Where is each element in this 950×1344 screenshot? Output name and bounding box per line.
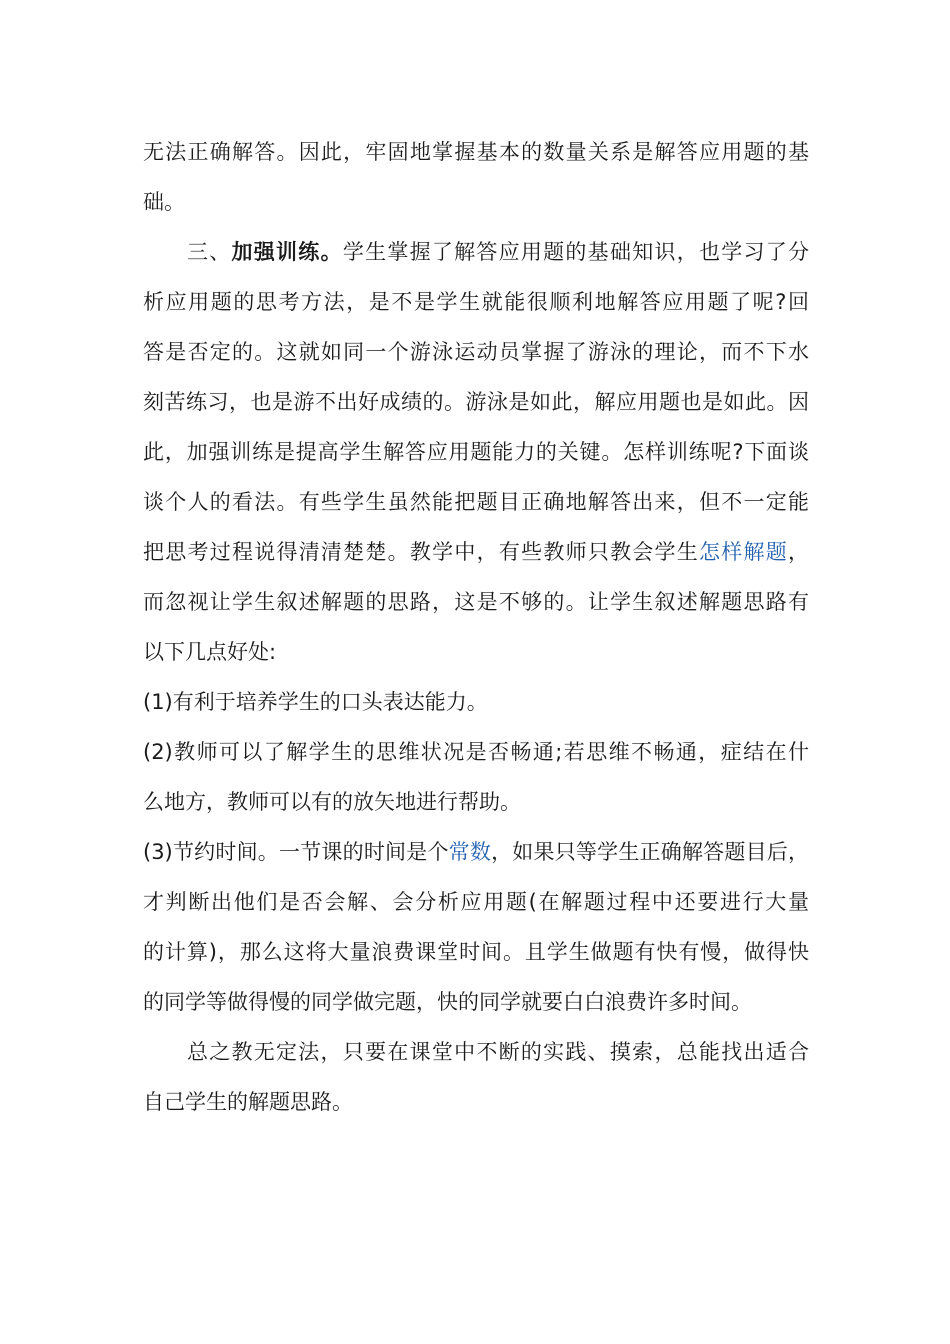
paragraph-line: 刻苦练习，也是游不出好成绩的。游泳是如此，解应用题也是如此。因 bbox=[143, 390, 809, 414]
paragraph-line: 无法正确解答。因此，牢固地掌握基本的数量关系是解答应用题的基 bbox=[143, 140, 809, 164]
paragraph-text: 把思考过程说得清清楚楚。教学中，有些教师只教会学生 bbox=[143, 540, 700, 564]
document-body bbox=[143, 127, 809, 1127]
list-item-2-cont: 么地方，教师可以有的放矢地进行帮助。 bbox=[143, 790, 521, 814]
paragraph-line: 才判断出他们是否会解、会分析应用题(在解题过程中还要进行大量 bbox=[143, 890, 809, 914]
list-item-3 bbox=[143, 827, 809, 877]
list-item-1: (1)有利于培养学生的口头表达能力。 bbox=[143, 690, 488, 714]
paragraph-line: 的计算)，那么这将大量浪费课堂时间。且学生做题有快有慢，做得快 bbox=[143, 940, 809, 964]
paragraph-line bbox=[143, 527, 809, 577]
paragraph-text: ，如果只等学生正确解答题目后， bbox=[491, 840, 809, 864]
section-title: 加强训练。 bbox=[231, 240, 343, 264]
paragraph-line: 以下几点好处: bbox=[143, 640, 277, 664]
paragraph-line: 础。 bbox=[143, 190, 185, 214]
how-to-solve-link[interactable]: 怎样解题 bbox=[699, 540, 789, 564]
paragraph-line: 的同学等做得慢的同学做完题，快的同学就要白白浪费许多时间。 bbox=[143, 990, 752, 1014]
paragraph-line: 而忽视让学生叙述解题的思路，这是不够的。让学生叙述解题思路有 bbox=[143, 590, 809, 614]
paragraph-text: 学生掌握了解答应用题的基础知识，也学习了分 bbox=[342, 240, 809, 264]
paragraph-line: 谈个人的看法。有些学生虽然能把题目正确地解答出来，但不一定能 bbox=[143, 490, 809, 514]
paragraph-line: 此，加强训练是提高学生解答应用题能力的关键。怎样训练呢?下面谈 bbox=[143, 440, 809, 464]
list-item-2: (2)教师可以了解学生的思维状况是否畅通;若思维不畅通，症结在什 bbox=[143, 740, 809, 764]
constant-link[interactable]: 常数 bbox=[448, 840, 492, 864]
conclusion-line: 自己学生的解题思路。 bbox=[143, 1090, 353, 1114]
paragraph-text: ， bbox=[788, 540, 809, 564]
section-heading-line bbox=[143, 227, 809, 277]
paragraph-line: 析应用题的思考方法，是不是学生就能很顺利地解答应用题了呢?回 bbox=[143, 290, 809, 314]
paragraph-text: (3)节约时间。一节课的时间是个 bbox=[143, 840, 449, 864]
section-number: 三、 bbox=[187, 240, 232, 264]
paragraph-line: 答是否定的。这就如同一个游泳运动员掌握了游泳的理论，而不下水 bbox=[143, 340, 809, 364]
conclusion-line: 总之教无定法，只要在课堂中不断的实践、摸索，总能找出适合 bbox=[187, 1040, 809, 1064]
